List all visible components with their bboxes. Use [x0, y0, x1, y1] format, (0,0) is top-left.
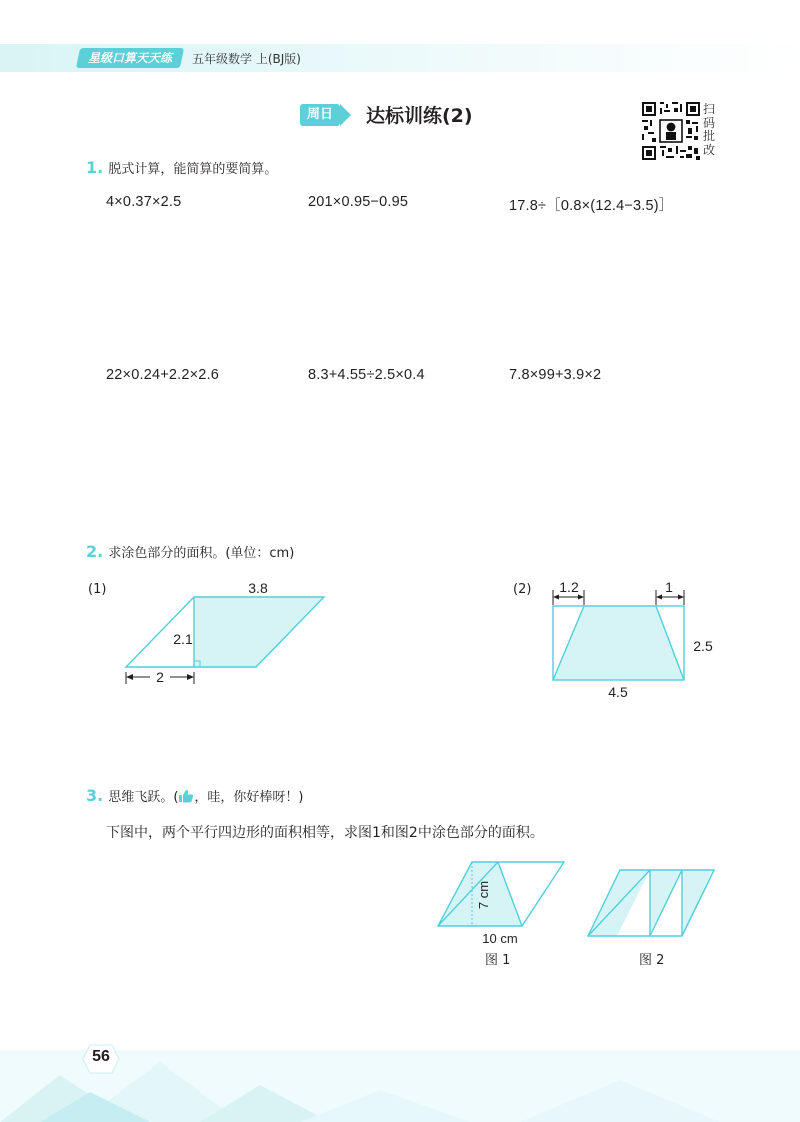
figure-2-label: (2) [513, 582, 532, 597]
weekday-arrow-icon [340, 104, 351, 126]
question-1-header [86, 158, 277, 177]
expression-4: 22×0.24+2.2×2.6 [106, 367, 220, 383]
question-number: 3. [86, 786, 104, 805]
figure-3-2-caption: 图 2 [639, 953, 665, 968]
qr-code-icon[interactable] [642, 102, 700, 160]
height-label: 7 cm [476, 880, 491, 910]
top-side-label: 3.8 [248, 580, 268, 596]
page-number: 56 [92, 1048, 110, 1065]
shaded-region [553, 606, 684, 680]
question-3-description: 下图中，两个平行四边形的面积相等，求图1和图2中涂色部分的面积。 [106, 825, 544, 841]
question-prompt-end: ，哇，你好棒呀！) [194, 790, 304, 805]
left-gap-label: 1.2 [559, 579, 579, 595]
expression-1: 4×0.37×2.5 [106, 194, 182, 210]
question-prompt: 求涂色部分的面积。(单位：cm) [108, 546, 295, 561]
right-gap-label: 1 [665, 579, 673, 595]
expression-3: 17.8÷［0.8×(12.4−3.5)］ [509, 198, 674, 214]
question-prompt-start: 思维飞跃。( [108, 790, 179, 805]
base-label: 2 [156, 669, 164, 685]
page-title: 达标训练(2) [366, 105, 473, 127]
parallelogram-figure [118, 576, 338, 688]
shaded-region [194, 597, 324, 667]
book-title: 五年级数学 上(BJ版) [192, 52, 301, 66]
question-3-header [86, 786, 303, 805]
base-label: 10 cm [482, 931, 518, 946]
figure-1-label: (1) [88, 582, 107, 597]
expression-6: 7.8×99+3.9×2 [509, 367, 602, 383]
width-label: 4.5 [608, 684, 628, 700]
expression-2: 201×0.95−0.95 [308, 194, 409, 210]
figure-3-1-caption: 图 1 [485, 953, 511, 968]
question-2-header [86, 542, 294, 561]
weekday-badge: 周日 [300, 104, 340, 126]
thumbs-up-icon [178, 789, 194, 803]
expression-5: 8.3+4.55÷2.5×0.4 [308, 367, 425, 383]
figure-3-2 [584, 862, 720, 942]
question-number: 2. [86, 542, 104, 561]
height-label: 2.1 [173, 631, 193, 647]
scan-to-grade-label: 扫 码 批 改 [703, 102, 716, 157]
height-label: 2.5 [693, 638, 713, 654]
question-prompt: 脱式计算，能简算的要简算。 [108, 162, 278, 177]
trapezoid-figure [540, 576, 725, 706]
question-number: 1. [86, 158, 104, 177]
series-tag: 星级口算天天练 [76, 48, 184, 68]
footer-decoration [0, 1050, 800, 1122]
